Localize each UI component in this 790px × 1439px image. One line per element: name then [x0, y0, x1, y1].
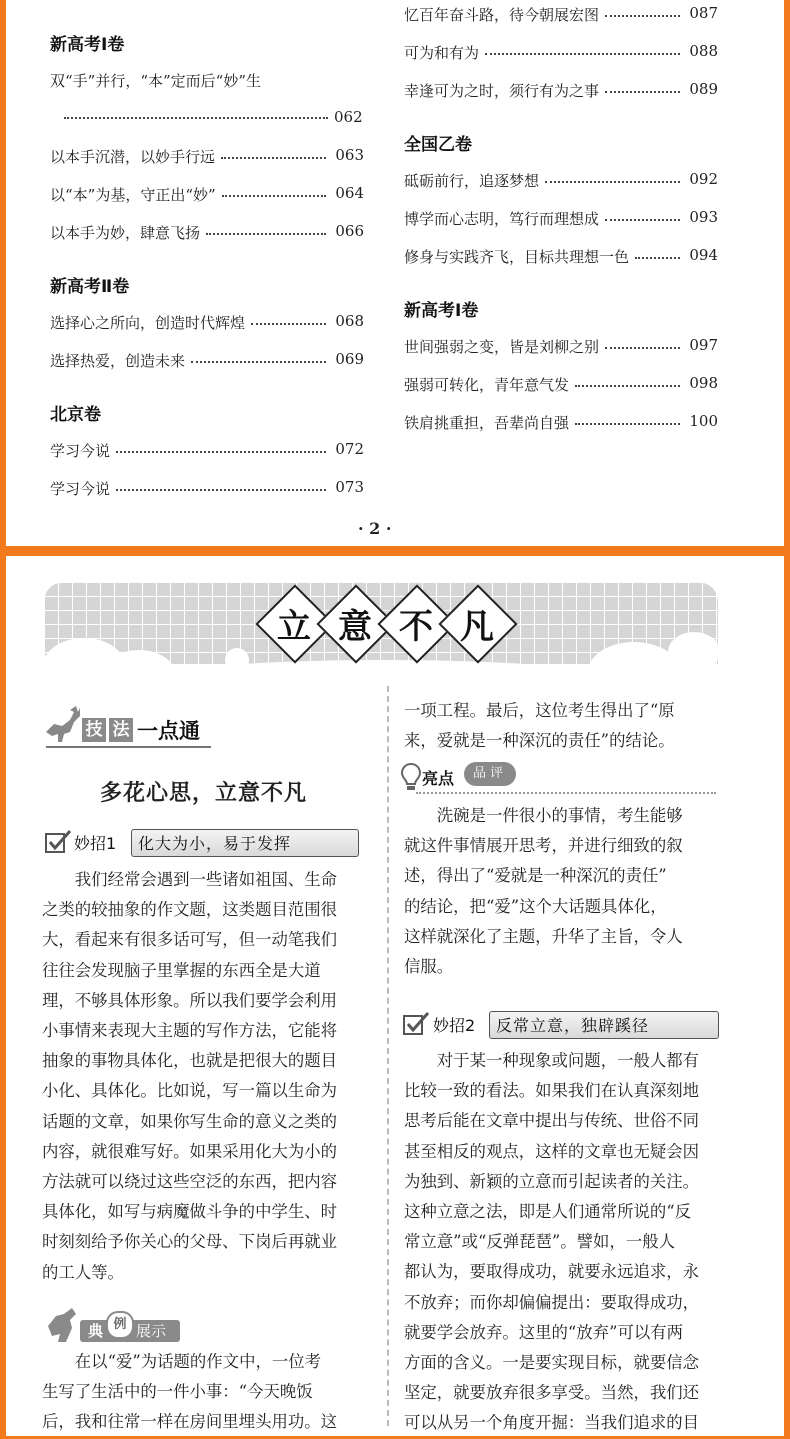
deer-icon [40, 702, 84, 746]
toc-entry-title: 选择热爱，创造未来 [50, 352, 186, 370]
text-line: 比较一致的看法。如果我们在认真深刻地 [404, 1081, 700, 1101]
text-line: 就要学会放弃。这里的“放弃”可以有两 [404, 1322, 684, 1342]
banner-char-4: 凡 [460, 607, 494, 647]
toc-entry-title: 学习今说 [50, 442, 111, 460]
text-line: 可以从另一个角度开掘：当我们追求的目 [404, 1413, 700, 1433]
text-line: 这样就深化了主题，升华了主旨，令人 [404, 926, 683, 946]
toc-entry-title: 以“本”为基，守正出“妙” [50, 186, 216, 204]
toc-leader-dots [605, 91, 680, 93]
toc-leader-dots [116, 489, 326, 491]
column-divider [387, 686, 389, 1426]
toc-leader-dots [605, 219, 680, 221]
toc-section-heading: 北京卷 [50, 405, 101, 425]
toc-section-heading: 新高考Ⅱ卷 [50, 277, 130, 297]
toc-entry-page: 073 [335, 478, 364, 496]
toc-leader-dots [64, 117, 328, 119]
toc-entry-page: 094 [689, 246, 718, 264]
toc-entry-page: 092 [689, 170, 718, 188]
toc-entry-title: 学习今说 [50, 480, 111, 498]
highlight-dotted-line [416, 792, 716, 794]
toc-entry-page: 097 [689, 336, 718, 354]
example-label-char-1: 典 [88, 1322, 104, 1340]
toc-entry-title: 以本手沉潜，以妙手行远 [50, 148, 216, 166]
text-line: 内容，就很难写好。如果采用化大为小的 [42, 1141, 338, 1161]
example-label-text: 展示 [136, 1322, 167, 1340]
toc-leader-dots [575, 423, 680, 425]
toc-entry-page: 093 [689, 208, 718, 226]
text-line: 信服。 [404, 957, 454, 977]
text-line: 小化、具体化。比如说，写一篇以生命为 [42, 1081, 338, 1101]
toc-leader-dots [206, 233, 326, 235]
toc-entry-continuation [58, 108, 363, 126]
toc-section-heading: 新高考Ⅰ卷 [50, 35, 125, 55]
page-number: · 2 · [358, 519, 392, 538]
toc-entry-title: 修身与实践齐飞，目标共理想一色 [404, 248, 630, 266]
text-line: 不放弃；而你却偏偏提出：要取得成功， [404, 1292, 700, 1312]
toc-entry[interactable] [50, 184, 364, 205]
toc-leader-dots [485, 53, 680, 55]
toc-entry[interactable] [404, 42, 718, 63]
text-line: 之类的较抽象的作文题，这类题目范围很 [42, 900, 338, 920]
toc-entry[interactable] [404, 170, 718, 191]
text-line: 在以“爱”为话题的作文中，一位考 [74, 1352, 322, 1371]
toc-entry-page: 100 [689, 412, 718, 430]
toc-entry-page: 098 [689, 374, 718, 392]
highlight-label-badge: 品评 [464, 762, 516, 786]
toc-entry-title: 强弱可转化，青年意气发 [404, 376, 570, 394]
text-line: 小事情来表现大主题的写作方法，它能将 [42, 1021, 338, 1041]
toc-entry-page: 062 [334, 108, 363, 126]
toc-entry[interactable] [404, 336, 718, 357]
toc-entry-title: 以本手为妙，肆意飞扬 [50, 224, 201, 242]
tip2-title: 反常立意，独辟蹊径 [496, 1016, 650, 1035]
toc-leader-dots [251, 323, 326, 325]
text-line: 的工人等。 [42, 1262, 124, 1282]
toc-entry-page: 072 [335, 440, 364, 458]
toc-entry-page: 069 [335, 350, 364, 368]
text-line: 就这件事情展开思考，并进行细致的叙 [404, 836, 683, 856]
text-line: 来，爱就是一种深沉的责任”的结论。 [404, 731, 675, 751]
toc-leader-dots [575, 385, 680, 387]
highlight-paragraph [404, 801, 724, 982]
banner-char-1: 立 [277, 607, 311, 647]
toc-entry-title: 选择心之所向，创造时代辉煌 [50, 314, 246, 332]
text-line: 后，我和往常一样在房间里埋头用功。这 [42, 1412, 338, 1432]
toc-entry-title: 幸逢可为之时，须行有为之事 [404, 82, 600, 100]
section-label-char-2: 法 [109, 718, 133, 742]
toc-entry-title: 铁肩挑重担，吾辈尚自强 [404, 414, 570, 432]
tip2-number: 妙招2 [433, 1016, 476, 1035]
toc-leader-dots [222, 195, 326, 197]
text-line: 述，得出了“爱就是一种深沉的责任” [404, 866, 667, 886]
example-paragraph [42, 1347, 382, 1438]
toc-entry-page: 089 [689, 80, 718, 98]
top-page [6, 0, 784, 546]
text-line: 我们经常会遇到一些诸如祖国、生命 [74, 870, 338, 889]
toc-entry-title: 忆百年奋斗路，待今朝展宏图 [404, 6, 600, 24]
toc-section-heading: 新高考Ⅰ卷 [404, 301, 479, 321]
toc-entry-page: 068 [335, 312, 364, 330]
text-line: 洗碗是一件很小的事情，考生能够 [436, 806, 683, 825]
text-line: 方法就可以绕过这些空泛的东西，把内容 [42, 1172, 338, 1192]
text-line: 方面的含义。一是要实现目标，就要信念 [404, 1353, 700, 1373]
toc-leader-dots [635, 257, 680, 259]
toc-leader-dots [605, 15, 680, 17]
toc-entry-title: 可为和有为 [404, 44, 480, 62]
section-label-underline [46, 746, 211, 748]
banner-char-2: 意 [338, 607, 372, 647]
toc-entry-page: 066 [335, 222, 364, 240]
toc-leader-dots [221, 157, 326, 159]
toc-entry-page: 063 [335, 146, 364, 164]
text-line: 具体化，如写与病魔做斗争的中学生、时 [42, 1202, 338, 1222]
toc-entry[interactable] [404, 4, 718, 25]
toc-entry-title: 博学而心志明，笃行而理想成 [404, 210, 600, 228]
toc-entry[interactable] [404, 374, 718, 395]
toc-leader-dots [545, 181, 680, 183]
toc-entry[interactable] [50, 222, 364, 243]
text-line: 常立意”或“反弹琵琶”。譬如，一般人 [404, 1232, 675, 1252]
tip2-paragraph [404, 1046, 724, 1439]
banner-char-3: 不 [399, 607, 433, 647]
text-line: 抽象的事物具体化，也就是把很大的题目 [42, 1051, 338, 1071]
section-label-char-1: 技 [82, 718, 106, 742]
main-title: 多花心思，立意不凡 [100, 780, 308, 806]
tip1-title: 化大为小，易于发挥 [138, 834, 292, 853]
text-line: 生写了生活中的一件小事：“今天晚饭 [42, 1382, 313, 1402]
checkbox-check-icon [44, 828, 74, 856]
text-line: 往往会发现脑子里掌握的东西全是大道 [42, 960, 321, 980]
cartoon-mascot-icon [42, 1306, 82, 1346]
toc-entry[interactable] [50, 478, 364, 499]
text-line: 甚至相反的观点，这样的文章也无疑会因 [404, 1141, 700, 1161]
text-line: 对于某一种现象或问题，一般人都有 [436, 1051, 700, 1070]
text-line: 一项工程。最后，这位考生得出了“原 [404, 701, 675, 720]
toc-entry[interactable] [404, 412, 718, 433]
toc-entry[interactable] [404, 246, 718, 267]
toc-entry-title: 世间强弱之变，皆是刘柳之别 [404, 338, 600, 356]
toc-entry-page: 064 [335, 184, 364, 202]
checkbox-check-icon-2 [402, 1010, 432, 1038]
tip1-number: 妙招1 [74, 834, 117, 853]
toc-leader-dots [605, 347, 680, 349]
text-line: 坚定，就要放弃很多享受。当然，我们还 [404, 1383, 700, 1403]
text-line: 的结论，把“爱”这个大话题具体化， [404, 896, 667, 916]
text-line: 话题的文章，如果你写生命的意义之类的 [42, 1111, 338, 1131]
toc-section-heading: 全国乙卷 [404, 135, 472, 155]
toc-entry[interactable] [50, 440, 364, 461]
toc-leader-dots [116, 451, 326, 453]
toc-entry[interactable] [50, 312, 364, 333]
toc-entry-title: 双“手”并行，“本”定而后“妙”生 [50, 72, 262, 90]
text-line: 大，看起来有很多话可写，但一动笔我们 [42, 930, 338, 950]
text-line: 为独到、新颖的立意而引起读者的关注。 [404, 1171, 700, 1191]
toc-entry[interactable] [50, 350, 364, 371]
lightbulb-icon [400, 762, 422, 792]
bottom-page [6, 556, 784, 1436]
toc-entry[interactable] [50, 70, 364, 91]
text-line: 这种立意之法，即是人们通常所说的“反 [404, 1202, 692, 1222]
example-continued-paragraph [404, 696, 724, 756]
example-label-char-2: 例 [106, 1311, 134, 1339]
toc-entry[interactable] [404, 208, 718, 229]
section-label-text: 一点通 [137, 719, 200, 743]
toc-entry[interactable] [50, 146, 364, 167]
toc-entry-page: 087 [689, 4, 718, 22]
text-line: 时刻刻给予你关心的父母、下岗后再就业 [42, 1232, 338, 1252]
toc-entry[interactable] [404, 80, 718, 101]
text-line: 思考后能在文章中提出与传统、世俗不同 [404, 1111, 700, 1131]
tip1-paragraph [42, 865, 382, 1288]
toc-leader-dots [191, 361, 326, 363]
toc-entry-title: 砥砺前行，追逐梦想 [404, 172, 540, 190]
text-line: 都认为，要取得成功，就要永远追求，永 [404, 1262, 700, 1282]
highlight-label-text: 亮点 [422, 769, 455, 788]
toc-entry-page: 088 [689, 42, 718, 60]
text-line: 理，不够具体形象。所以我们要学会利用 [42, 990, 338, 1010]
